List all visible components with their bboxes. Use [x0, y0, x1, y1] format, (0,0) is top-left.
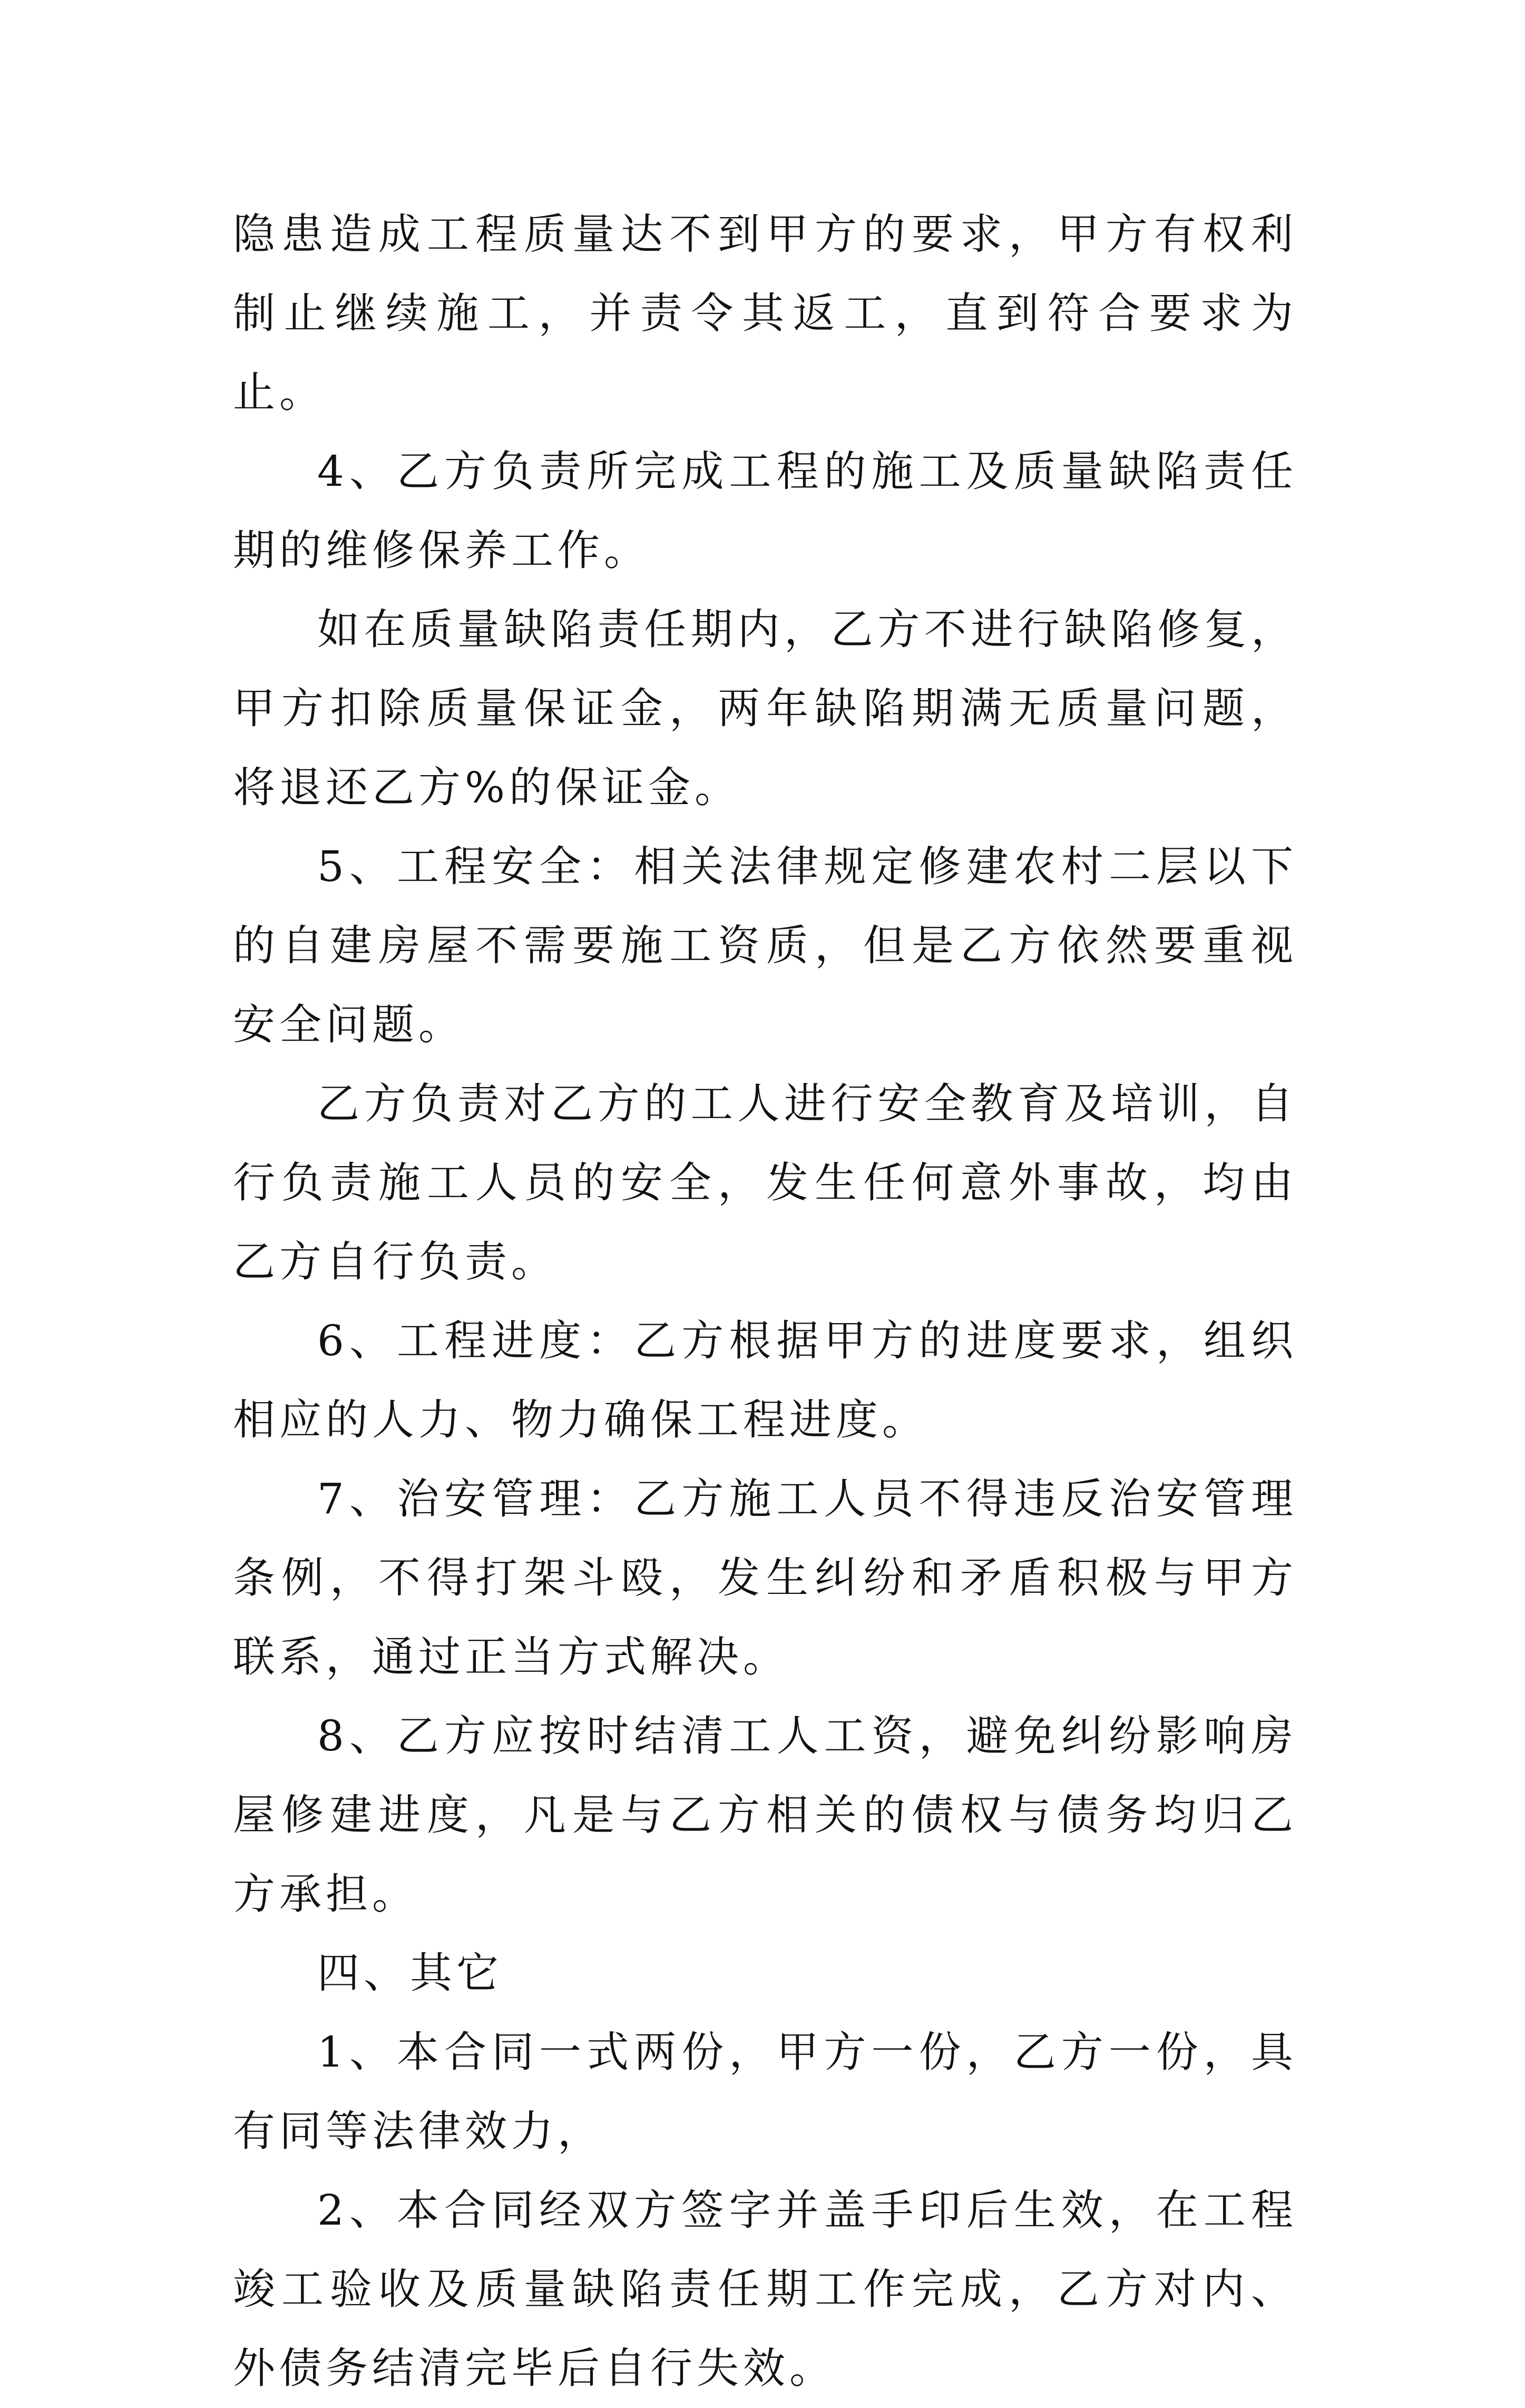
paragraph-other-2-effective: 2、本合同经双方签字并盖手印后生效，在工程竣工验收及质量缺陷责任期工作完成，乙方对内、外债务结清完毕后自行失效。	[233, 2186, 1297, 2393]
paragraph-clause-7-public-order: 7、治安管理：乙方施工人员不得违反治安管理条例，不得打架斗殴，发生纠纷和矛盾积极与甲方联系，通过正当方式解决。	[233, 1474, 1297, 1681]
paragraph-safety-training: 乙方负责对乙方的工人进行安全教育及培训，自行负责施工人员的安全，发生任何意外事故，均由乙方自行负责。	[233, 1079, 1297, 1286]
paragraph-warranty-deposit: 如在质量缺陷责任期内，乙方不进行缺陷修复，甲方扣除质量保证金，两年缺陷期满无质量问题，将退还乙方%的保证金。	[233, 605, 1297, 812]
document-body	[233, 195, 1297, 2408]
paragraph-clause-4-maintenance: 4、乙方负责所完成工程的施工及质量缺陷责任期的维修保养工作。	[233, 447, 1297, 575]
paragraph-clause-8-wages: 8、乙方应按时结清工人工资，避免纠纷影响房屋修建进度，凡是与乙方相关的债权与债务均归乙方承担。	[233, 1711, 1297, 1918]
paragraph-quality-hazard: 隐患造成工程质量达不到甲方的要求，甲方有权利制止继续施工，并责令其返工，直到符合要求为止。	[233, 210, 1297, 417]
paragraph-clause-6-progress: 6、工程进度：乙方根据甲方的进度要求，组织相应的人力、物力确保工程进度。	[233, 1316, 1297, 1444]
paragraph-clause-5-safety: 5、工程安全：相关法律规定修建农村二层以下的自建房屋不需要施工资质，但是乙方依然要重视安全问题。	[233, 842, 1297, 1049]
paragraph-other-1-copies: 1、本合同一式两份，甲方一份，乙方一份，具有同等法律效力，	[233, 2028, 1297, 2156]
section-heading-other: 四、其它	[317, 1949, 503, 1998]
